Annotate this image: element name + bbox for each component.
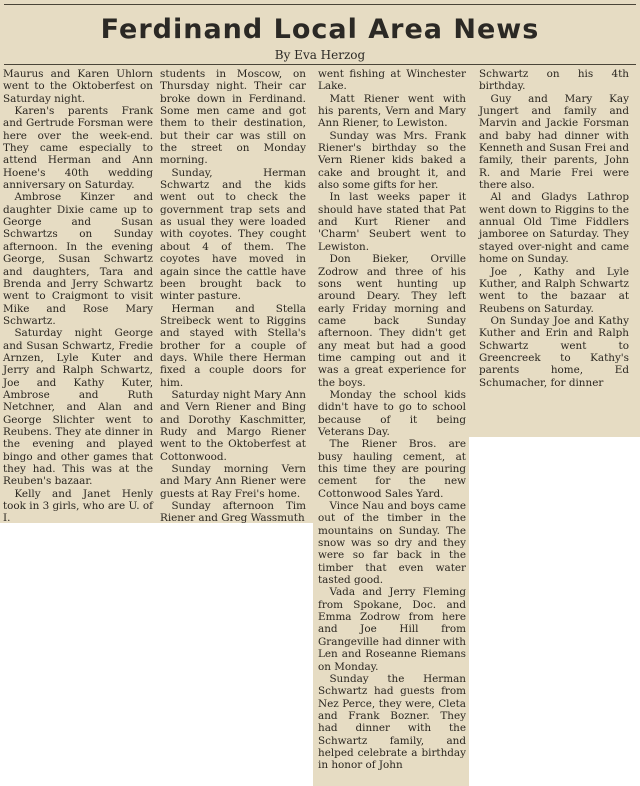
paragraph: Sunday the Herman Schwartz had guests from Nez Perce, they were, Cleta and Frank Bozner. They had dinner with the Schwartz family, and helped celebrate a birthday in honor of John — [318, 672, 466, 772]
paragraph: Saturday night Mary Ann and Vern Riener and Bing and Dorothy Kaschmitter, Rudy and Margo Riener went to the Oktoberfest at Cottonwood. — [160, 388, 306, 463]
paragraph: Sunday afternoon Tim Riener and Greg Wassmuth — [160, 500, 306, 525]
paragraph: The Riener Bros. are busy hauling cement, at this time they are pouring cement for the new Cottonwood Sales Yard. — [318, 438, 466, 500]
paragraph: Schwartz on his 4th birthday. — [479, 68, 629, 93]
paragraph: Ambrose Kinzer and daughter Dixie came up to George and Susan Schwartzs on Sunday afternoon. In the evening George, Susan Schwartz and daughters, Tara and Brenda and Jerry Schwartz went to Craigmont to visit Mike and Rose Mary Schwartz. — [3, 191, 153, 327]
paragraph: Guy and Mary Kay Jungert and family and Marvin and Jackie Forsman and baby had dinner with Kenneth and Susan Frei and family, their parents, John R. and Marie Frei were there also. — [479, 92, 629, 192]
paragraph: Maurus and Karen Uhlorn went to the Oktoberfest on Saturday night. — [3, 68, 153, 105]
paragraph: Don Bieker, Orville Zodrow and three of his sons went hunting up around Deary. They left early Friday morning and came back Sunday afternoon. They didn't get any meat but had a good time camping out and it was a great experience for the boys. — [318, 253, 466, 389]
paragraph: students in Moscow, on Thursday night. Their car broke down in Ferdinand. Some men came and got them to their destination, but their car was still on the street on Monday morning. — [160, 68, 306, 167]
paragraph: Herman and Stella Streibeck went to Riggins and stayed with Stella's brother for a couple of days. While there Herman fixed a couple doors for him. — [160, 302, 306, 389]
paragraph: On Sunday Joe and Kathy Kuther and Erin and Ralph Schwartz went to Greencreek to Kathy's parents home, Ed Schumacher, for dinner — [479, 314, 629, 389]
paragraph: In last weeks paper it should have stated that Pat and Kurt Riener and 'Charm' Seubert went to Lewiston. — [318, 191, 466, 253]
header-rule — [4, 64, 636, 65]
paragraph: Sunday was Mrs. Frank Riener's birthday so the Vern Riener kids baked a cake and brought it, and also some gifts for her. — [318, 129, 466, 192]
byline: By Eva Herzog — [274, 48, 366, 62]
paragraph: Joe , Kathy and Lyle Kuther, and Ralph Schwartz went to the bazaar at Reubens on Saturday. — [479, 265, 629, 315]
paragraph: Matt Riener went with his parents, Vern and Mary Ann Riener, to Lewiston. — [318, 92, 466, 130]
paragraph: Karen's parents Frank and Gertrude Forsman were here over the week-end. They came especially to attend Herman and Ann Hoene's 40th wedding anniversary on Saturday. — [3, 105, 153, 192]
top-rule — [4, 4, 636, 5]
paragraph: Sunday, Herman Schwartz and the kids went out to check the government trap sets and as usual they were loaded with coyotes. They cought about 4 of them. The coyotes have moved in again since the cattle have been brought back to winter pasture. — [160, 166, 306, 303]
paragraph: Al and Gladys Lathrop went down to Riggins to the annual Old Time Fiddlers jamboree on Saturday. They stayed over-night and came home on Sunday. — [479, 191, 629, 266]
article-column-1 — [3, 68, 153, 525]
paragraph: Sunday morning Vern and Mary Ann Riener were guests at Ray Frei's home. — [160, 463, 306, 500]
paragraph: Vince Nau and boys came out of the timber in the mountains on Sunday. The snow was so dry and they were so far back in the timber that even water tasted good. — [318, 500, 466, 587]
paragraph: Monday the school kids didn't have to go to school because of it being Veterans Day. — [318, 388, 466, 438]
headline: Ferdinand Local Area News — [100, 14, 540, 45]
paragraph: Kelly and Janet Henly took in 3 girls, who are U. of I. — [3, 487, 153, 525]
paragraph: Vada and Jerry Fleming from Spokane, Doc. and Emma Zodrow from here and Joe Hill from Grangeville had dinner with Len and Roseanne Riemans on Monday. — [318, 586, 466, 673]
paragraph: Saturday night George and Susan Schwartz, Fredie Arnzen, Lyle Kuter and Jerry and Ralph Schwartz, Joe and Kathy Kuter, Ambrose and Ruth Netchner, and Alan and George Slichter went to Reubens. They ate dinner in the evening and played bingo and other games that they had. This was at the Reuben's bazaar. — [3, 327, 153, 488]
article-column-3 — [318, 68, 466, 772]
article-column-2 — [160, 68, 306, 525]
article-column-4 — [479, 68, 629, 389]
paragraph: went fishing at Winchester Lake. — [318, 68, 466, 93]
